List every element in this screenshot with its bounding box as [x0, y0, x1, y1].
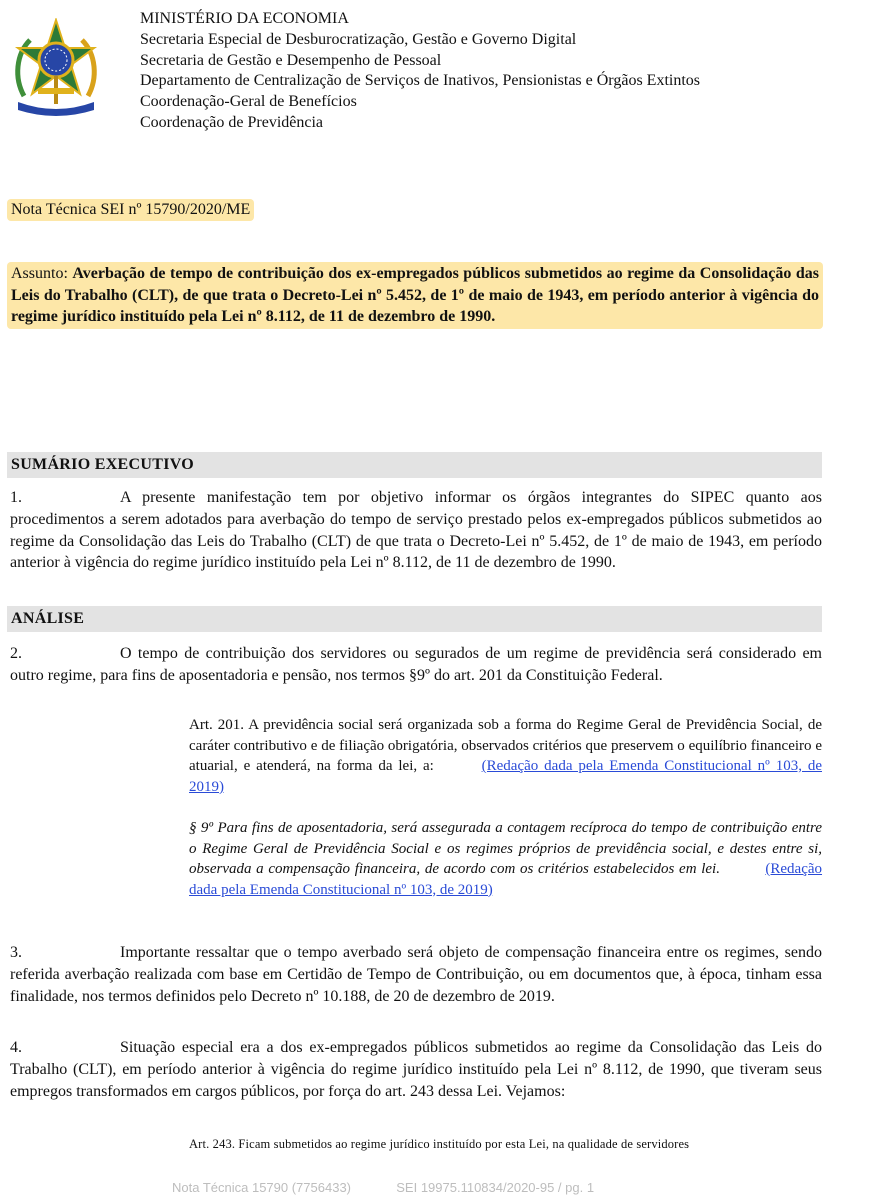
footer-process-page: SEI 19975.110834/2020-95 / pg. 1 [396, 1180, 595, 1195]
paragraph-4 [10, 1037, 822, 1102]
quote-paragraph-9 [189, 818, 822, 900]
paragraph-number: 4. [10, 1039, 22, 1056]
paragraph-text: O tempo de contribuição dos servidores ou segurados de um regime de previdência será considerado em outro regime, para fins de aposentadoria e pensão, nos termos §9º do art. 201 da Constituição Federal. [10, 645, 822, 684]
paragraph-2 [10, 643, 822, 687]
header-department: Departamento de Centralização de Serviços de Inativos, Pensionistas e Órgãos Extintos [140, 72, 700, 90]
paragraph-text: A presente manifestação tem por objetivo informar os órgãos integrantes do SIPEC quanto aos procedimentos a serem adotados para averbação do tempo de serviço prestado pelos ex-empregados públicos submetidos ao regime da Consolidação das Leis do Trabalho (CLT) de que trata o Decreto-Lei nº 5.452, de 1º de maio de 1943, em período anterior à vigência do regime jurídico instituído pela Lei nº 8.112, de 11 de dezembro de 1990. [10, 489, 822, 572]
subject-block [7, 262, 823, 329]
header-ministry: MINISTÉRIO DA ECONOMIA [140, 10, 349, 27]
page-footer [172, 1180, 594, 1195]
paragraph-3 [10, 942, 822, 1007]
header-secretariat-management: Secretaria de Gestão e Desempenho de Pessoal [140, 51, 442, 69]
footer-document-id: Nota Técnica 15790 (7756433) [172, 1180, 351, 1195]
header-general-coordination: Coordenação-Geral de Benefícios [140, 93, 357, 111]
header-secretariat-special: Secretaria Especial de Desburocratização, Gestão e Governo Digital [140, 30, 577, 48]
section-executive-summary: SUMÁRIO EXECUTIVO [7, 452, 822, 478]
paragraph-1 [10, 487, 822, 574]
document-header [140, 9, 700, 134]
paragraph-number: 3. [10, 944, 22, 961]
paragraph-number: 1. [10, 489, 22, 506]
header-coordination: Coordenação de Previdência [140, 113, 324, 131]
paragraph-text: Importante ressaltar que o tempo averbado será objeto de compensação financeira entre os regimes, sendo referida averbação realizada com base em Certidão de Tempo de Contribuição, ou em documentos que, à época, tinham essa finalidade, nos termos definidos pelo Decreto nº 10.188, de 20 de dezembro de 2019. [10, 944, 822, 1005]
coat-of-arms-emblem [10, 18, 102, 116]
paragraph-text: Situação especial era a dos ex-empregados públicos submetidos ao regime da Consolidação das Leis do Trabalho (CLT), em período anterior à vigência do regime jurídico instituído pela Lei nº 8.112, de 1990, que tiveram seus empregos transformados em cargos públicos, por força do art. 243 dessa Lei. Vejamos: [10, 1039, 822, 1100]
subject-label: Assunto: [11, 265, 73, 282]
amendment-link[interactable]: (Redação dada pela Emenda Constitucional nº 103, de 2019) [189, 758, 822, 795]
subject-text: Averbação de tempo de contribuição dos ex-empregados públicos submetidos ao regime da Consolidação das Leis do Trabalho (CLT), de que trata o Decreto-Lei nº 5.452, de 1º de maio de 1943, em período anterior à vigência do regime jurídico instituído pela Lei nº 8.112, de 11 de dezembro de 1990. [11, 265, 819, 325]
paragraph-number: 2. [10, 645, 22, 662]
quote-text: Art. 201. A previdência social será organizada sob a forma do Regime Geral de Previdência Social, de caráter contributivo e de filiação obrigatória, observados critérios que preservem o equilíbrio financeiro e atuarial, e atenderá, na forma da lei, a: [189, 717, 822, 774]
document-number: Nota Técnica SEI nº 15790/2020/ME [7, 199, 254, 221]
section-analysis: ANÁLISE [7, 606, 822, 632]
quote-art-243: Art. 243. Ficam submetidos ao regime jurídico instituído por esta Lei, na qualidade de servidores [189, 1137, 690, 1151]
quote-art-201 [189, 715, 822, 797]
quote-text: § 9º Para fins de aposentadoria, será assegurada a contagem recíproca do tempo de contribuição entre o Regime Geral de Previdência Social e os regimes próprios de previdência social, e destes entre si, observada a compensação financeira, de acordo com os critérios estabelecidos em lei. [189, 820, 822, 877]
amendment-link[interactable]: (Redação dada pela Emenda Constitucional nº 103, de 2019) [189, 861, 823, 898]
